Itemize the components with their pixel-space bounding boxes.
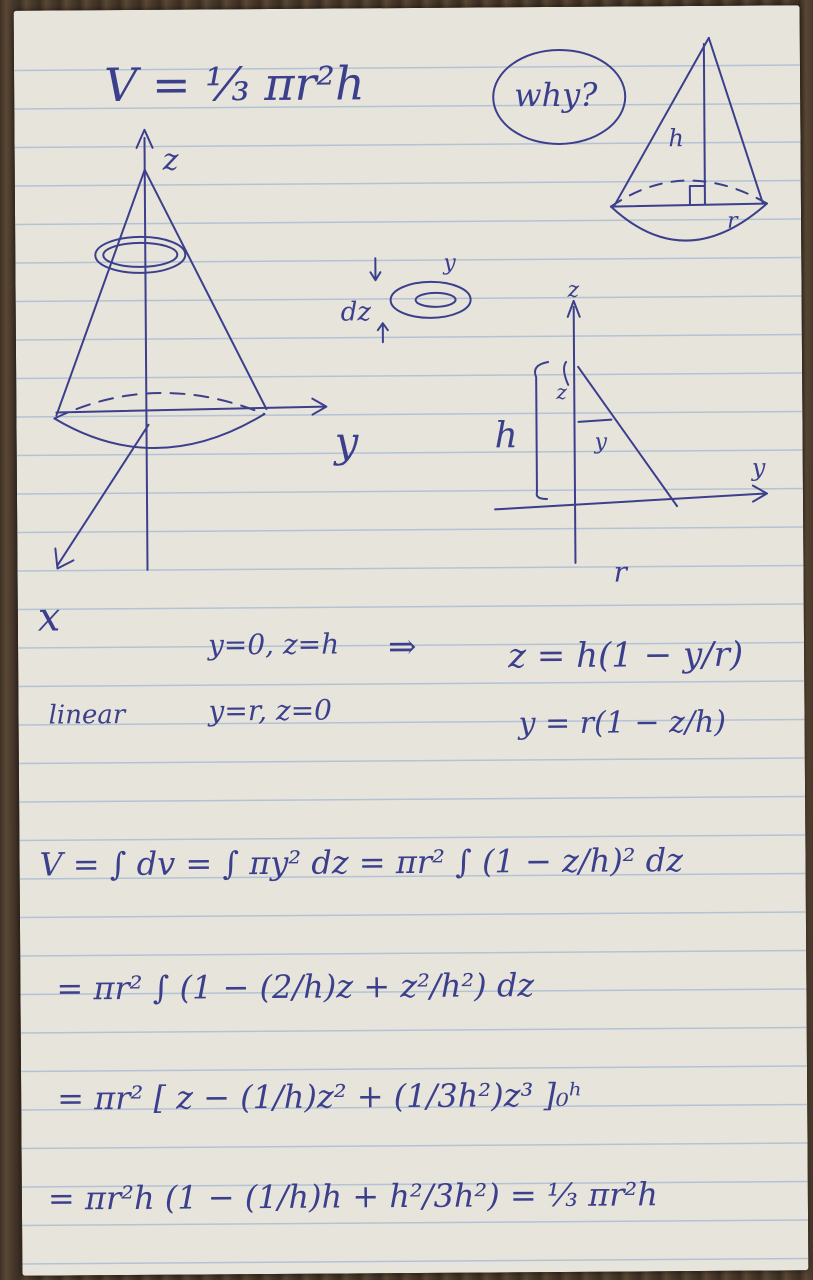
condition-arrow: ⇒ xyxy=(387,626,417,668)
y-axis-line xyxy=(56,407,324,413)
x-axis-line xyxy=(56,425,149,566)
condition-1: y=0, z=h xyxy=(207,627,340,662)
cone-base-back xyxy=(54,392,264,418)
integral-line-2: = πr² ∫ (1 − (2/h)z + z²/h²) dz xyxy=(56,966,535,1008)
integral-line-4: = πr²h (1 − (1/h)h + h²/3h²) = ⅓ πr²h xyxy=(47,1175,659,1218)
linear-result-1: z = h(1 − y/r) xyxy=(507,634,744,677)
title-formula: V = ⅓ πr²h xyxy=(103,56,365,113)
graph-z-mark: z xyxy=(556,379,567,404)
slice-thickness: dz xyxy=(340,297,372,328)
cone-left-edge xyxy=(55,170,147,416)
graph-y-mark: y xyxy=(594,429,608,455)
profile-graph xyxy=(494,300,768,564)
graph-radius: r xyxy=(613,555,628,589)
linear-result-2: y = r(1 − z/h) xyxy=(518,704,727,742)
x-axis-arrow xyxy=(55,548,73,568)
linear-label: linear xyxy=(48,699,126,731)
cone-right-edge xyxy=(145,169,267,410)
right-cone-height: h xyxy=(668,124,685,153)
graph-height: h xyxy=(494,415,518,457)
notebook-page xyxy=(14,5,809,1275)
graph-axis-z: z xyxy=(567,277,580,303)
graph-axis-y: y xyxy=(751,453,766,482)
right-cone-radius: r xyxy=(726,208,738,234)
condition-2: y=r, z=0 xyxy=(208,693,333,728)
cone-axis-y: y xyxy=(334,417,359,467)
cone-base-front xyxy=(54,414,264,449)
cone-axis-z: z xyxy=(162,142,179,178)
z-axis-line xyxy=(144,138,147,570)
cone-axis-x: x xyxy=(37,594,61,641)
integral-line-3: = πr² [ z − (1/h)z² + (1/3h²)z³ ]₀ʰ xyxy=(57,1075,583,1118)
slice-radius: y xyxy=(443,250,456,276)
cone-3d-diagram xyxy=(52,129,327,571)
right-cone-diagram xyxy=(610,38,767,242)
integral-line-1: V = ∫ dv = ∫ πy² dz = πr² ∫ (1 − z/h)² dz xyxy=(39,841,684,884)
why-note: why? xyxy=(514,75,598,115)
